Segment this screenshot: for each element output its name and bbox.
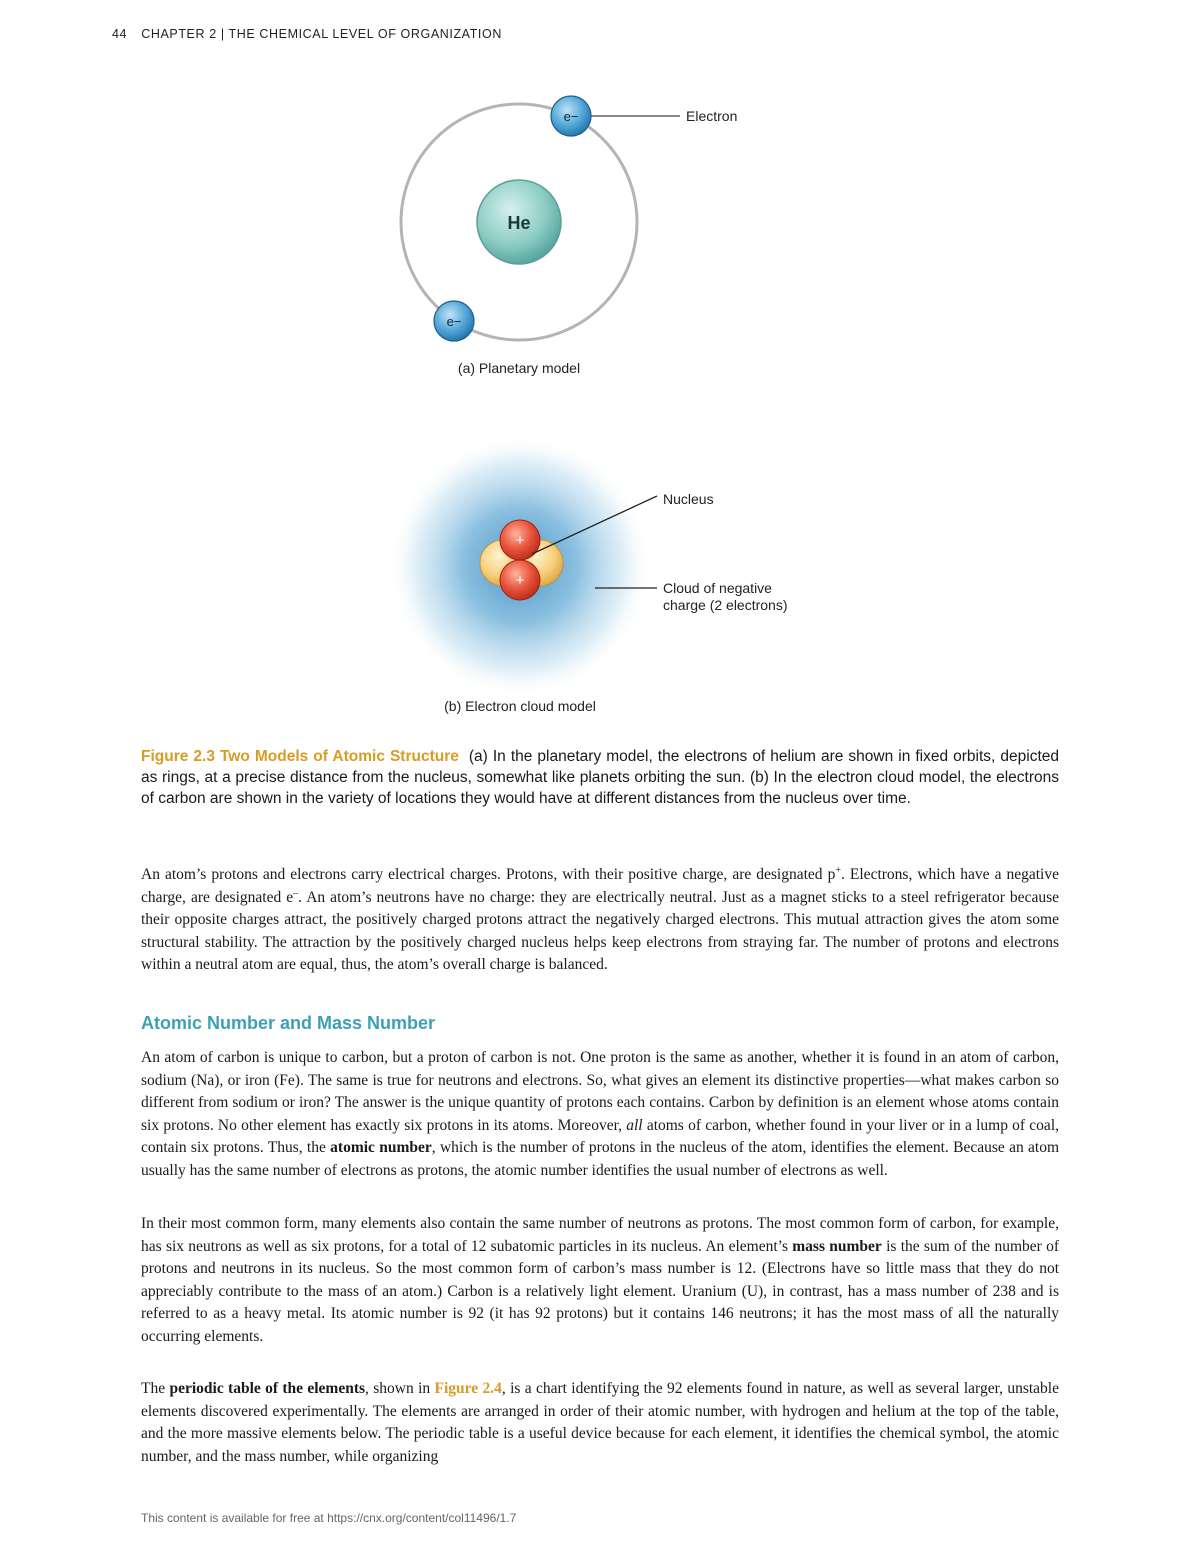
p3-text-b: is the sum of the number of protons and neutrons in its nucleus. So the most common form of carbon’s mass number is 12. (Electrons have so little mass that they do not appreciably contribute to the mass of an atom.) Carbon is a relatively light element. Uranium (U), in contrast, has a mass number of 238 and is referred to as a heavy metal. Its atomic number is 92 (it has 92 protons) but it contains 146 neutrons; it has the most mass of all the naturally occurring elements.: [141, 1237, 1059, 1345]
electron-bottom-symbol: e−: [446, 314, 462, 329]
page-number: 44: [112, 27, 128, 41]
paragraph-charges: [141, 864, 1059, 977]
nucleus-symbol: He: [507, 213, 531, 233]
cloud-label-line2: charge (2 electrons): [663, 597, 788, 613]
p3-text-a: In their most common form, many elements also contain the same number of neutrons as protons. The most common form of carbon, for example, has six neutrons as well as six protons, for a total of 12 subatomic particles in its nucleus. An element’s: [141, 1215, 1059, 1255]
atomic-models-figure: [0, 0, 1200, 730]
term-mass-number: mass number: [792, 1237, 882, 1255]
proton-bottom-symbol: +: [515, 572, 525, 589]
figure-caption: [141, 746, 1059, 809]
electron-label: Electron: [686, 108, 738, 124]
proton-top-symbol: +: [515, 532, 525, 549]
paragraph-atomic-number: [141, 1047, 1059, 1183]
section-heading: Atomic Number and Mass Number: [141, 1013, 436, 1033]
cloud-label-line1: Cloud of negative: [663, 580, 772, 596]
term-periodic-table: periodic table of the elements: [169, 1380, 366, 1397]
nucleus-label: Nucleus: [663, 491, 714, 507]
p4-text-b: , shown in: [365, 1380, 435, 1397]
p2-text-c: , which is the number of protons in the nucleus of the atom, identifies the element. Because an atom usually has the same number of electrons as protons, the atomic number identifies the usual number of electrons as well.: [141, 1139, 1059, 1179]
p4-text-c: , is a chart identifying the 92 elements found in nature, as well as several larger, unstable elements discovered experimentally. The elements are arranged in order of their atomic number, with hydrogen and helium at the top of the table, and the more massive elements below. The periodic table is a useful device because for each element, it identifies the chemical symbol, the atomic number, and the mass number, while organizing: [141, 1380, 1059, 1465]
p1-text-b: . Electrons, which have a negative charge, are designated e: [141, 866, 1059, 906]
p2-text-b: atoms of carbon, whether found in your liver or in a lump of coal, contain six protons. Thus, the: [141, 1116, 1059, 1157]
p2-text-a: An atom of carbon is unique to carbon, but a proton of carbon is not. One proton is the same as another, whether it is found in an atom of carbon, sodium (Na), or iron (Fe). The same is true for neutrons and electrons. So, what gives an element its distinctive properties—what makes carbon so different from sodium or iron? The answer is the unique quantity of protons each contains. Carbon by definition is an element whose atoms contain six protons. No other element has exactly six protons in its atoms. Moreover,: [141, 1049, 1059, 1134]
p2-italic: all: [626, 1116, 643, 1134]
figure-caption-text: (a) In the planetary model, the electrons of helium are shown in fixed orbits, depicted as rings, at a precise distance from the nucleus, somewhat like planets orbiting the sun. (b) In the electron cloud model, the electrons of carbon are shown in the variety of locations they would have at different distances from the nucleus over time.: [141, 748, 1060, 807]
figure-2-4-link[interactable]: Figure 2.4: [434, 1380, 502, 1397]
p4-text-a: The: [141, 1380, 170, 1397]
p1-text-a: An atom’s protons and electrons carry electrical charges. Protons, with their positive charge, are designated p: [141, 866, 836, 883]
p1-text-c: . An atom’s neutrons have no charge: they are electrically neutral. Just as a magnet sticks to a steel refrigerator because their opposite charges attract, the positively charged protons attract the negatively charged electrons. This mutual attraction gives the atom some structural stability. The attraction by the positively charged nucleus helps keep electrons from straying far. The number of protons and electrons within a neutral atom are equal, thus, the atom’s overall charge is balanced.: [141, 888, 1059, 974]
p1-sup-minus: –: [293, 887, 299, 899]
chapter-title: CHAPTER 2 | THE CHEMICAL LEVEL OF ORGANIZATION: [141, 27, 502, 41]
paragraph-mass-number: [141, 1213, 1059, 1349]
term-atomic-number: atomic number: [330, 1139, 432, 1157]
page-footer: This content is available for free at https://cnx.org/content/col11496/1.7: [141, 1511, 517, 1525]
electron-top-symbol: e−: [563, 109, 579, 124]
p1-sup-plus: +: [835, 864, 841, 876]
figure-label: Figure 2.3 Two Models of Atomic Structure: [141, 748, 459, 765]
cloud-model-caption: (b) Electron cloud model: [444, 698, 596, 714]
planetary-model-caption: (a) Planetary model: [457, 360, 581, 376]
paragraph-periodic-table: [141, 1378, 1059, 1468]
